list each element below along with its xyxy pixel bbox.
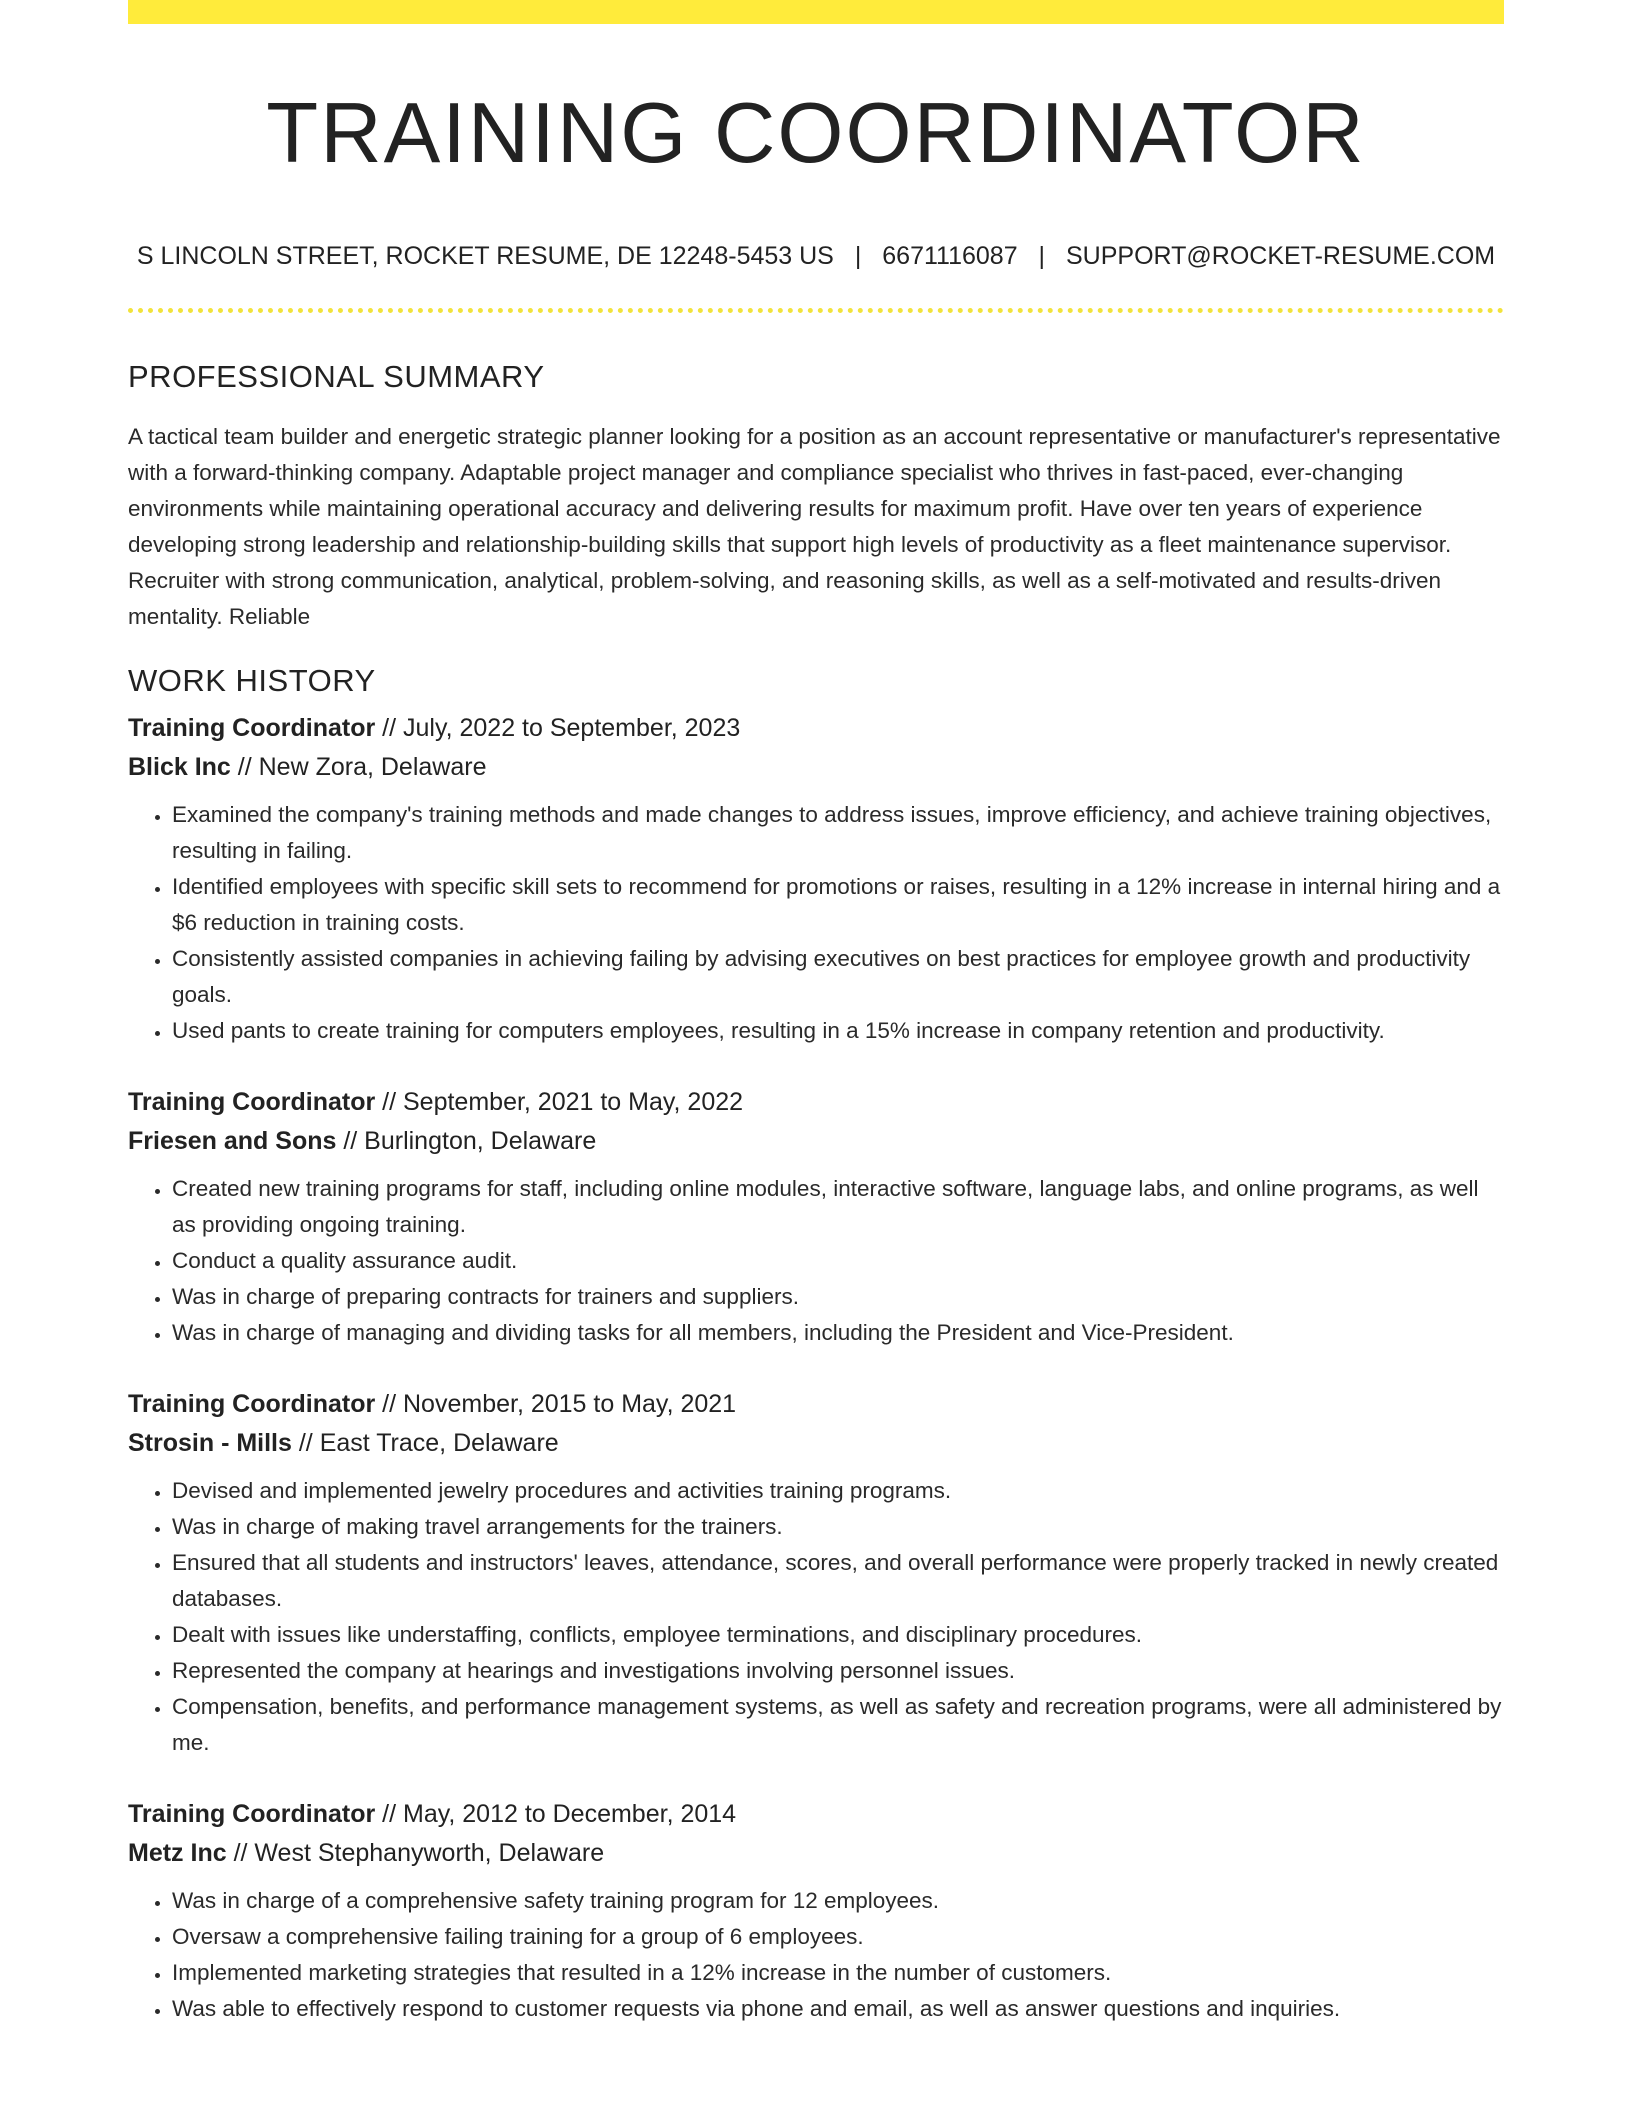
job-bullet: • Was in charge of making travel arrangements for the trainers. xyxy=(172,1509,1504,1545)
job-bullet: • Created new training programs for staff, including online modules, interactive software, language labs, and online programs, as well as providing ongoing training. xyxy=(172,1171,1504,1243)
job-bullet: • Used pants to create training for computers employees, resulting in a 15% increase in company retention and productivity. xyxy=(172,1013,1504,1049)
summary-heading: PROFESSIONAL SUMMARY xyxy=(128,359,545,394)
job-bullet: • Was in charge of a comprehensive safety training program for 12 employees. xyxy=(172,1883,1504,1919)
job-bullet: • Devised and implemented jewelry procedures and activities training programs. xyxy=(172,1473,1504,1509)
contact-phone: 6671116087 xyxy=(882,242,1018,270)
job-role: Training Coordinator xyxy=(128,1390,376,1418)
job-location: // Burlington, Delaware xyxy=(336,1127,597,1155)
job-bullet: • Conduct a quality assurance audit. xyxy=(172,1243,1504,1279)
job-dates: // May, 2012 to December, 2014 xyxy=(375,1800,737,1828)
job-entry xyxy=(128,709,1504,1049)
contact-line xyxy=(128,240,1504,272)
job-bullets xyxy=(128,797,1504,1049)
job-bullets xyxy=(128,1171,1504,1351)
contact-separator: | xyxy=(1038,242,1046,270)
job-role: Training Coordinator xyxy=(128,714,376,742)
job-bullet: • Consistently assisted companies in achieving failing by advising executives on best practices for employee growth and productivity goals. xyxy=(172,941,1504,1013)
contact-email: SUPPORT@ROCKET-RESUME.COM xyxy=(1066,242,1496,270)
job-role: Training Coordinator xyxy=(128,1800,376,1828)
job-bullet: • Implemented marketing strategies that resulted in a 12% increase in the number of customers. xyxy=(172,1955,1504,1991)
job-bullet: • Oversaw a comprehensive failing training for a group of 6 employees. xyxy=(172,1919,1504,1955)
job-title-line xyxy=(128,709,1504,748)
contact-address: S LINCOLN STREET, ROCKET RESUME, DE 12248-5453 US xyxy=(136,242,834,270)
job-title-line xyxy=(128,1083,1504,1122)
resume-page xyxy=(128,24,1504,2027)
job-bullet: • Was in charge of managing and dividing tasks for all members, including the President and Vice-President. xyxy=(172,1315,1504,1351)
job-entry xyxy=(128,1795,1504,2027)
job-bullet: • Was in charge of preparing contracts for trainers and suppliers. xyxy=(172,1279,1504,1315)
header-divider xyxy=(128,308,1504,313)
job-dates: // November, 2015 to May, 2021 xyxy=(375,1390,737,1418)
job-bullet: • Represented the company at hearings and investigations involving personnel issues. xyxy=(172,1653,1504,1689)
resume-name: TRAINING COORDINATOR xyxy=(266,86,1366,181)
job-dates: // July, 2022 to September, 2023 xyxy=(375,714,741,742)
job-company: Metz Inc xyxy=(128,1839,227,1867)
work-history-heading: WORK HISTORY xyxy=(128,663,376,698)
job-bullet: • Was able to effectively respond to customer requests via phone and email, as well as answer questions and inquiries. xyxy=(172,1991,1504,2027)
job-location: // West Stephanyworth, Delaware xyxy=(226,1839,605,1867)
job-location: // New Zora, Delaware xyxy=(230,753,487,781)
job-company-line xyxy=(128,748,1504,787)
job-location: // East Trace, Delaware xyxy=(291,1429,559,1457)
contact-separator: | xyxy=(854,242,862,270)
job-entry xyxy=(128,1083,1504,1351)
work-history-list xyxy=(128,709,1504,2027)
job-company: Strosin - Mills xyxy=(128,1429,292,1457)
job-company: Blick Inc xyxy=(128,753,231,781)
job-company-line xyxy=(128,1122,1504,1161)
job-dates: // September, 2021 to May, 2022 xyxy=(375,1088,744,1116)
job-company-line xyxy=(128,1834,1504,1873)
job-bullet: • Dealt with issues like understaffing, conflicts, employee terminations, and disciplinary procedures. xyxy=(172,1617,1504,1653)
summary-text: A tactical team builder and energetic strategic planner looking for a position as an account representative or manufacturer's representative with a forward-thinking company. Adaptable project manager and compliance specialist who thrives in fast-paced, ever-changing environments while maintaining operational accuracy and delivering results for maximum profit. Have over ten years of experience developing strong leadership and relationship-building skills that support high levels of productivity as a fleet maintenance supervisor. Recruiter with strong communication, analytical, problem-solving, and reasoning skills, as well as a self-motivated and results-driven mentality. Reliable xyxy=(128,424,1501,629)
job-bullet: • Compensation, benefits, and performance management systems, as well as safety and recreation programs, were all administered by me. xyxy=(172,1689,1504,1761)
job-bullet: • Identified employees with specific skill sets to recommend for promotions or raises, resulting in a 12% increase in internal hiring and a $6 reduction in training costs. xyxy=(172,869,1504,941)
job-entry xyxy=(128,1385,1504,1761)
job-title-line xyxy=(128,1385,1504,1424)
job-company: Friesen and Sons xyxy=(128,1127,337,1155)
job-bullets xyxy=(128,1473,1504,1761)
job-bullet: • Ensured that all students and instructors' leaves, attendance, scores, and overall performance were properly tracked in newly created databases. xyxy=(172,1545,1504,1617)
job-role: Training Coordinator xyxy=(128,1088,376,1116)
job-company-line xyxy=(128,1424,1504,1463)
job-bullets xyxy=(128,1883,1504,2027)
accent-bar xyxy=(128,0,1504,24)
job-bullet: • Examined the company's training methods and made changes to address issues, improve efficiency, and achieve training objectives, resulting in failing. xyxy=(172,797,1504,869)
job-title-line xyxy=(128,1795,1504,1834)
